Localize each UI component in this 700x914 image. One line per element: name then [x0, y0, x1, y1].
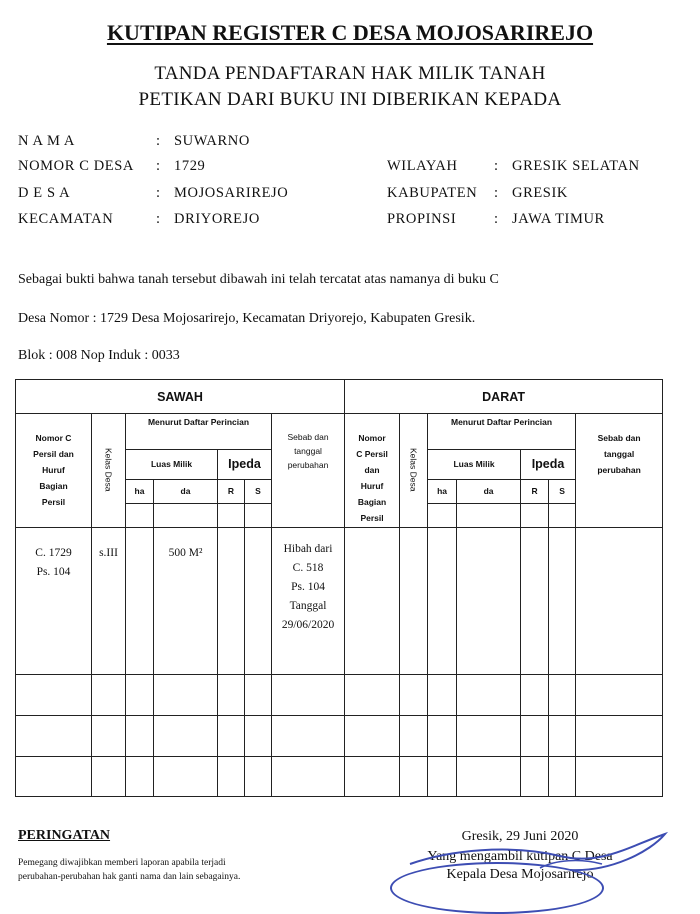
desa-label: D E S A: [18, 185, 71, 201]
da-cell: 500 M²: [154, 528, 218, 674]
ha-cell: [126, 528, 154, 674]
sawah-ha-header: ha: [126, 480, 154, 504]
table-row: [16, 674, 663, 715]
colon: :: [494, 211, 499, 227]
sawah-r-header: R: [218, 480, 245, 504]
table-row: [16, 756, 663, 796]
kecamatan-value: DRIYOREJO: [174, 211, 260, 227]
colon: :: [156, 133, 161, 149]
darat-ipeda-header: Ipeda: [521, 449, 576, 480]
darat-luas-milik-header: Luas Milik: [428, 449, 521, 480]
nomor-c-desa-label: NOMOR C DESA: [18, 158, 134, 174]
sawah-header: SAWAH: [16, 380, 345, 414]
peringatan-note: Pemegang diwajibkan memberi laporan apabila terjadi perubahan-perubahan hak ganti nama dan lain sebagainya.: [18, 858, 241, 882]
nama-value: SUWARNO: [174, 133, 250, 149]
statement-line-1: Sebagai bukti bahwa tanah tersebut dibawah ini telah tercatat atas namanya di buku C: [18, 272, 499, 287]
sawah-sebab-header: Sebab dan tanggal perubahan: [272, 414, 345, 528]
darat-s-header: S: [549, 480, 576, 504]
propinsi-label: PROPINSI: [387, 211, 457, 227]
table-row: [16, 528, 663, 674]
kabupaten-value: GRESIK: [512, 185, 568, 201]
wilayah-label: WILAYAH: [387, 158, 458, 174]
wilayah-value: GRESIK SELATAN: [512, 158, 640, 174]
sawah-menurut-daftar-header: Menurut Daftar Perincian: [126, 414, 272, 449]
signature-scribble: [380, 826, 680, 886]
sebab-cell: Hibah dari C. 518 Ps. 104 Tanggal 29/06/2020: [272, 528, 345, 674]
propinsi-value: JAWA TIMUR: [512, 211, 605, 227]
darat-r-header: R: [521, 480, 549, 504]
nama-label: N A M A: [18, 133, 75, 149]
table-row: [16, 716, 663, 756]
kecamatan-label: KECAMATAN: [18, 211, 114, 227]
darat-da-header: da: [457, 480, 521, 504]
signer-line-1: Yang mengambil kutipan C Desa: [427, 849, 613, 864]
darat-header: DARAT: [345, 380, 663, 414]
signature-date: Gresik, 29 Juni 2020: [461, 829, 579, 844]
darat-nomor-c-persil-header: Nomor C Persil dan Huruf Bagian Persil: [345, 414, 400, 528]
sawah-nomor-c-persil-header: Nomor C Persil dan Huruf Bagian Persil: [16, 414, 92, 528]
statement-line-2: Desa Nomor : 1729 Desa Mojosarirejo, Kecamatan Driyorejo, Kabupaten Gresik.: [18, 311, 476, 326]
document-subtitle-line1: TANDA PENDAFTARAN HAK MILIK TANAH: [154, 63, 546, 84]
darat-sebab-header: Sebab dan tanggal perubahan: [576, 414, 663, 528]
sawah-s-header: S: [245, 480, 272, 504]
sawah-da-header: da: [154, 480, 218, 504]
sawah-luas-milik-header: Luas Milik: [126, 449, 218, 480]
desa-value: MOJOSARIREJO: [174, 185, 289, 201]
nomor-c-desa-value: 1729: [174, 158, 206, 174]
colon: :: [156, 158, 161, 174]
colon: :: [156, 211, 161, 227]
sawah-ipeda-header: Ipeda: [218, 449, 272, 480]
signer-line-2: Kepala Desa Mojosarirejo: [446, 867, 594, 882]
colon: :: [494, 158, 499, 174]
blok-nop-line: Blok : 008 Nop Induk : 0033: [18, 348, 180, 363]
colon: :: [156, 185, 161, 201]
persil-cell: C. 1729 Ps. 104: [16, 528, 92, 674]
register-table: [15, 379, 663, 797]
sawah-kelas-desa-header: Kelas Desa: [92, 414, 126, 528]
kabupaten-label: KABUPATEN: [387, 185, 478, 201]
document-subtitle-line2: PETIKAN DARI BUKU INI DIBERIKAN KEPADA: [138, 89, 562, 110]
document-title: KUTIPAN REGISTER C DESA MOJOSARIREJO: [106, 20, 594, 45]
darat-ha-header: ha: [428, 480, 457, 504]
peringatan-heading: PERINGATAN: [18, 828, 111, 843]
darat-kelas-desa-header: Kelas Desa: [400, 414, 428, 528]
darat-menurut-daftar-header: Menurut Daftar Perincian: [428, 414, 576, 449]
kelas-cell: s.III: [92, 528, 126, 674]
colon: :: [494, 185, 499, 201]
